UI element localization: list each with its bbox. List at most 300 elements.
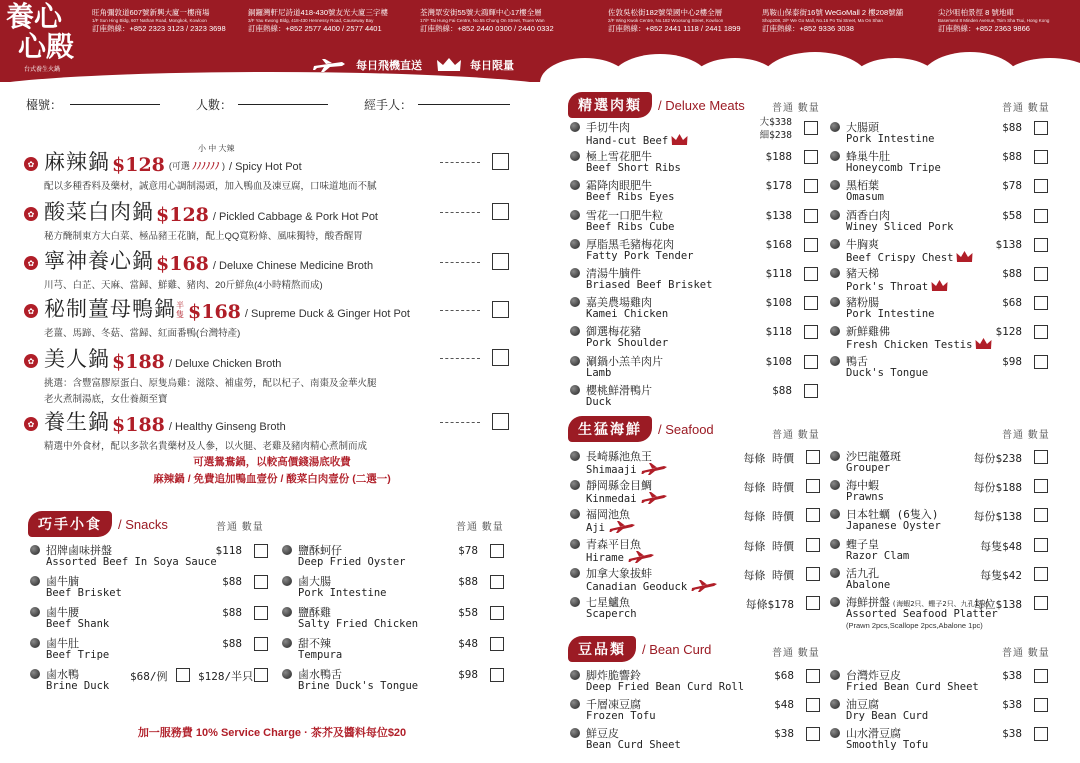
item-name-zh: 鹽酥蚵仔	[298, 544, 342, 557]
item-name-en: Canadian Geoduck	[586, 579, 717, 593]
item-name-en: Beef Brisket	[46, 587, 122, 599]
item-name-zh: 海中蝦	[846, 479, 879, 493]
bullet-icon	[830, 699, 840, 709]
item-checkbox[interactable]	[1034, 508, 1048, 522]
beancurd-item	[570, 667, 820, 695]
item-price: 每份$138	[973, 510, 1022, 524]
snacks-item	[282, 573, 504, 601]
item-name-en: Deep Fried Bean Curd Roll	[586, 681, 745, 693]
hotpot-checkbox[interactable]	[492, 203, 509, 220]
hotpot-price: $168	[188, 301, 241, 323]
item-name-zh: 台灣炸豆皮	[846, 669, 901, 682]
item-checkbox[interactable]	[1034, 698, 1048, 712]
item-name-zh: 沙巴龍躉斑	[846, 450, 901, 463]
item-price: $118	[765, 325, 792, 339]
item-name-en: Beef Shank	[46, 618, 110, 630]
item-checkbox[interactable]	[254, 575, 268, 589]
bullet-icon	[830, 356, 840, 366]
meats-item	[570, 148, 818, 176]
item-checkbox[interactable]	[1034, 450, 1048, 464]
item-price: $88	[222, 637, 242, 650]
item-checkbox[interactable]	[1034, 669, 1048, 683]
bullet-icon	[830, 728, 840, 738]
item-price: 大$338	[759, 117, 792, 128]
hotpot-checkbox[interactable]	[492, 153, 509, 170]
qty-header: 普通 數量	[1002, 430, 1050, 441]
item-name-zh: 甜不辣	[298, 637, 331, 650]
item-checkbox[interactable]	[804, 238, 818, 252]
item-name-en: Beef Short Ribs	[586, 162, 681, 175]
qty-header: 普通 數量	[456, 522, 504, 533]
bullet-icon	[570, 509, 580, 519]
item-name-en: Kinmedai	[586, 491, 667, 505]
item-name-zh: 霜降肉眼肥牛	[586, 179, 652, 193]
meats-item	[570, 207, 818, 235]
item-price: $138	[765, 208, 792, 222]
hotpot-checkbox[interactable]	[492, 253, 509, 270]
snacks-item	[282, 604, 504, 632]
item-price: $88	[222, 606, 242, 619]
seafood-item	[830, 448, 1048, 476]
people-count-input[interactable]	[238, 104, 328, 105]
item-name-en: Fresh Chicken Testis	[846, 337, 992, 351]
item-price: 每條 時價	[743, 452, 794, 465]
item-checkbox[interactable]	[804, 384, 818, 398]
item-checkbox[interactable]	[1034, 325, 1048, 339]
bullet-icon	[830, 670, 840, 680]
item-checkbox[interactable]	[1034, 121, 1048, 135]
hotpot-checkbox[interactable]	[492, 349, 509, 366]
item-checkbox[interactable]	[806, 450, 820, 464]
item-price: $118	[215, 544, 242, 557]
item-checkbox[interactable]	[804, 150, 818, 164]
snacks-item	[30, 542, 268, 570]
item-price: $128	[995, 325, 1022, 339]
item-checkbox[interactable]	[490, 606, 504, 620]
seafood-item	[830, 594, 1048, 630]
item-price: 每條 時價	[743, 481, 794, 495]
hotpot-chinese-medicine	[24, 245, 520, 291]
item-checkbox[interactable]	[1034, 355, 1048, 369]
item-name-en: Pork Intestine	[298, 587, 387, 599]
seafood-item	[570, 477, 820, 505]
item-name-zh: 蜂巢牛肚	[846, 150, 890, 164]
bullet-icon	[570, 568, 580, 578]
banner-daily-limited: 每日限量	[470, 60, 514, 72]
hotpot-pickled-cabbage	[24, 196, 520, 242]
hotpot-chicken-broth	[24, 343, 520, 405]
bullet-icon	[830, 451, 840, 461]
item-price: 每份$238	[973, 452, 1022, 465]
item-checkbox[interactable]	[806, 479, 820, 493]
item-checkbox[interactable]	[490, 637, 504, 651]
section-title-en: / Deluxe Meats	[658, 98, 745, 113]
item-name-zh: 雪花一口肥牛粒	[586, 208, 663, 222]
item-price: 每隻$48	[980, 539, 1022, 553]
item-checkbox[interactable]	[490, 668, 504, 682]
item-name-en: Fatty Pork Tender	[586, 249, 694, 262]
item-checkbox[interactable]	[1034, 179, 1048, 193]
bullet-icon	[830, 597, 840, 607]
item-name-zh: 鹵水鴨	[46, 668, 79, 681]
people-count-label: 人數：	[196, 98, 233, 112]
item-checkbox[interactable]	[1034, 479, 1048, 493]
header-banner	[0, 0, 1080, 82]
bullet-icon	[570, 122, 580, 132]
item-name-en: Assorted Beef In Soya Sauce	[46, 556, 217, 568]
item-checkbox[interactable]	[1034, 727, 1048, 741]
item-name-en: Lamb	[586, 366, 612, 379]
meats-item	[830, 265, 1048, 293]
item-checkbox[interactable]	[804, 121, 818, 135]
item-name-en: Duck	[586, 395, 612, 408]
hotpot-description: 配以多種香料及藥材，誠意用心調制湯頭，加入鴨血及凍豆腐，口味道地而不膩	[44, 181, 377, 192]
snacks-item	[282, 635, 504, 663]
bullet-icon	[830, 539, 840, 549]
meats-item	[570, 119, 818, 147]
bullet-icon	[570, 210, 580, 220]
item-name-zh: 千層凍豆腐	[586, 698, 641, 711]
item-checkbox[interactable]	[1034, 267, 1048, 281]
hotpot-spicy	[24, 146, 520, 192]
bullet-icon	[30, 576, 40, 586]
item-name-zh: 日本牡蠣 (6隻入)	[846, 508, 939, 522]
item-checkbox[interactable]	[806, 698, 820, 712]
hotpot-name: 秘制薑母鴨鍋	[44, 297, 176, 321]
bullet-icon	[830, 568, 840, 578]
item-price: $188	[765, 150, 792, 164]
beancurd-item	[830, 667, 1048, 695]
snacks-item	[30, 635, 268, 663]
bullet-icon	[282, 545, 292, 555]
hotpot-price: $128	[112, 154, 165, 176]
beancurd-item	[570, 696, 820, 724]
item-price: $88	[1002, 150, 1022, 164]
hotpot-name: 寧神養心鍋	[44, 249, 154, 273]
item-price: $38	[1002, 669, 1022, 682]
half-duck-label: 半隻	[176, 301, 184, 319]
hotpot-checkbox[interactable]	[492, 301, 509, 318]
item-checkbox[interactable]	[176, 668, 190, 682]
item-name-zh: 嘉美農場雞肉	[586, 296, 652, 310]
snacks-item	[282, 542, 504, 570]
item-checkbox[interactable]	[804, 355, 818, 369]
item-name-zh: 新鮮雞佛	[846, 325, 890, 339]
hotpot-name: 美人鍋	[44, 347, 110, 371]
seafood-item	[830, 506, 1048, 534]
item-checkbox[interactable]	[806, 567, 820, 581]
hotpot-description: 秘方醃制東方大白菜、極品豬王花腩，配上QQ寬粉條、風味獨特，酸香醒胃	[44, 231, 363, 242]
bullet-icon	[570, 597, 580, 607]
item-checkbox[interactable]	[806, 508, 820, 522]
item-price: 每條$178	[745, 598, 794, 611]
item-note-en: (Prawn 2pcs,Scallope 2pcs,Abalone 1pc)	[846, 621, 983, 630]
logo-subtitle: 台式養生火鍋	[24, 67, 61, 73]
item-checkbox[interactable]	[1034, 238, 1048, 252]
banner-daily-flight: 每日飛機直送	[356, 60, 422, 72]
hotpot-price: $168	[156, 253, 209, 275]
item-price: $88	[1002, 267, 1022, 280]
hotpot-name: 麻辣鍋	[44, 150, 110, 174]
item-name-zh: 鴨舌	[846, 354, 868, 368]
staff-input[interactable]	[418, 104, 510, 105]
item-name-en: Pork Intestine	[846, 133, 935, 145]
seafood-item	[570, 536, 820, 564]
item-name-en: Dry Bean Curd	[846, 710, 929, 722]
bullet-icon	[830, 480, 840, 490]
item-name-zh: 油豆腐	[846, 698, 879, 711]
item-name-zh: 御選梅花豬	[586, 325, 641, 339]
item-name-en: Aji	[586, 520, 635, 534]
hotpot-description: 挑選：含豐富膠原蛋白、原隻烏雞：滋陰、補虛勞，配以杞子、南棗及金華火腿	[44, 378, 377, 389]
item-name-en: Brine Duck	[46, 680, 110, 692]
item-checkbox[interactable]	[1034, 296, 1048, 310]
airplane-icon	[628, 550, 654, 563]
snacks-item	[30, 604, 268, 632]
airplane-icon	[641, 491, 667, 504]
meats-item	[830, 207, 1048, 235]
crown-icon	[931, 279, 948, 292]
item-checkbox[interactable]	[806, 538, 820, 552]
item-price: $78	[458, 544, 478, 557]
item-price: $138	[995, 237, 1022, 251]
table-number-input[interactable]	[70, 104, 160, 105]
item-checkbox[interactable]	[804, 179, 818, 193]
item-checkbox[interactable]	[490, 575, 504, 589]
item-name-zh: 山水滑豆腐	[846, 727, 901, 740]
bullet-icon	[830, 297, 840, 307]
bullet-icon	[830, 122, 840, 132]
seafood-item	[830, 565, 1048, 593]
meats-item	[830, 353, 1048, 381]
divider	[440, 262, 480, 263]
item-name-en: Assorted Seafood Platter	[846, 608, 998, 620]
item-price: $108	[765, 296, 792, 310]
bullet-icon	[570, 385, 580, 395]
item-checkbox[interactable]	[806, 669, 820, 683]
meats-item	[830, 236, 1048, 264]
staff-label: 經手人：	[364, 98, 413, 112]
item-name-zh: 加拿大象拔蚌	[586, 566, 652, 580]
location-ma-on-shan: 馬鞍山保泰街16號 WeGoMall 2 樓208號舖 Shop208, 2/F We Go Mall, No.16 Po Tai Street, Ma On Shan 訂座熱線：+852 9336 3038	[762, 8, 904, 33]
bullet-icon	[830, 180, 840, 190]
bullet-icon	[570, 268, 580, 278]
item-name-en: Hand-cut Beef	[586, 133, 688, 147]
bullet-icon	[830, 509, 840, 519]
hotpot-english: / Spicy Hot Pot	[228, 161, 302, 173]
hotpot-duck-ginger	[24, 293, 520, 339]
flower-icon: ✿	[24, 207, 38, 221]
item-name-en: Pork Shoulder	[586, 337, 669, 350]
bullet-icon	[830, 268, 840, 278]
item-name-en: Brine Duck's Tongue	[298, 680, 419, 692]
airplane-icon	[641, 462, 667, 475]
bullet-icon	[570, 239, 580, 249]
item-name-en: Prawns	[846, 491, 884, 504]
item-checkbox[interactable]	[1034, 209, 1048, 223]
bullet-icon	[282, 607, 292, 617]
meats-item	[830, 119, 1048, 147]
item-checkbox[interactable]	[806, 727, 820, 741]
qty-header: 普通 數量	[1002, 103, 1050, 114]
hotpot-description: 精選中外食材，配以多款名貴藥材及人參，以火腿、老雞及豬肉精心煮制而成	[44, 441, 368, 452]
item-name-zh: 黑栢葉	[846, 179, 879, 193]
item-price: $38	[1002, 698, 1022, 711]
item-checkbox[interactable]	[1034, 567, 1048, 581]
divider	[440, 162, 480, 163]
item-name-en: Bean Curd Sheet	[586, 739, 681, 751]
item-price-2: 細$238	[759, 130, 792, 141]
meats-item	[570, 265, 818, 293]
item-price: $88	[1002, 121, 1022, 134]
item-name-zh: 青森平目魚	[586, 537, 641, 551]
bullet-icon	[30, 638, 40, 648]
snacks-item	[30, 573, 268, 601]
item-price: $98	[458, 668, 478, 681]
section-snacks	[28, 512, 168, 536]
item-name-zh: 鹵大腸	[298, 575, 331, 588]
crown-icon	[975, 337, 992, 350]
item-name-en: Razor Clam	[846, 549, 910, 562]
item-price: 每條 時價	[743, 568, 794, 582]
hotpot-price: $188	[112, 351, 165, 373]
item-name-en: Beef Ribs Cube	[586, 220, 675, 233]
item-name-en: Duck's Tongue	[846, 366, 929, 379]
item-name-en: Shimaaji	[586, 462, 667, 476]
bullet-icon	[570, 151, 580, 161]
hotpot-description: 川芎、白芷、天麻、當歸、鮮雞、豬肉、20斤鮮魚(4小時精熬而成)	[44, 280, 323, 291]
item-name-zh: 招牌鹵味拼盤	[46, 544, 112, 557]
item-price: $118	[765, 267, 792, 280]
seafood-item	[570, 506, 820, 534]
section-beancurd	[568, 637, 711, 661]
item-price: $58	[458, 606, 478, 619]
bullet-icon	[570, 356, 580, 366]
item-name-en: Pork's Throat	[846, 279, 948, 293]
snacks-item	[282, 666, 504, 694]
item-name-zh: 牛胸爽	[846, 237, 879, 251]
location-tsuen-wan: 荃灣眾安街55號大鴻輝中心17樓全層 17/F Tai Hung Fai Centre, No.55 Chung On Street, Tsuen Wan 訂座熱線：+852 2440 0300 / 2440 0332	[420, 8, 554, 33]
item-name-en: Japanese Oyster	[846, 520, 941, 533]
hotpot-english: / Deluxe Chicken Broth	[168, 358, 282, 370]
item-checkbox[interactable]	[254, 637, 268, 651]
location-jordan: 佐敦吳松街182號榮國中心2樓全層 2/F Wing Kwok Centre, No.182 Woosung Street, Kowloon 訂座熱線：+852 2441 1118 / 2441 1899	[608, 8, 741, 33]
item-checkbox[interactable]	[490, 544, 504, 558]
item-checkbox[interactable]	[254, 668, 268, 682]
item-name-en: Beef Tripe	[46, 649, 110, 661]
item-name-zh: 福岡池魚	[586, 508, 630, 522]
item-price: $68/例	[130, 670, 168, 683]
item-name-zh: 鹵水鴨舌	[298, 668, 342, 681]
item-checkbox[interactable]	[254, 544, 268, 558]
item-price: $38	[1002, 727, 1022, 740]
seafood-item	[830, 477, 1048, 505]
item-name-en: Grouper	[846, 462, 891, 474]
bullet-icon	[30, 669, 40, 679]
item-price: $38	[774, 727, 794, 740]
hotpot-english: / Deluxe Chinese Medicine Broth	[212, 260, 374, 272]
location-mongkok: 旺角彌敦道607號新興大廈一樓商場 1/F Sun Hing Bldg, 607 Nathan Road, Mongkok, Kowloon 訂座熱線：+852 2323 3123 / 2323 3698	[92, 8, 226, 33]
item-checkbox[interactable]	[804, 209, 818, 223]
item-name-zh: 長崎縣池魚王	[586, 450, 652, 463]
spice-level-labels: 小 中 大辣	[198, 144, 235, 153]
item-checkbox[interactable]	[804, 267, 818, 281]
bullet-icon	[570, 539, 580, 549]
item-price: $88	[222, 575, 242, 588]
flower-icon: ✿	[24, 256, 38, 270]
logo-line-1: 養心	[6, 0, 63, 33]
item-name-en: Abalone	[846, 578, 891, 591]
crown-icon	[436, 57, 462, 73]
item-name-zh: 豬粉腸	[846, 296, 879, 310]
item-checkbox[interactable]	[1034, 150, 1048, 164]
section-title-en: / Seafood	[658, 422, 714, 437]
beancurd-item	[830, 696, 1048, 724]
meats-item	[830, 294, 1048, 322]
qty-header: 普通 數量	[772, 103, 820, 114]
item-checkbox[interactable]	[806, 596, 820, 610]
item-checkbox[interactable]	[1034, 596, 1048, 610]
item-name-zh: 鹵牛肚	[46, 637, 79, 650]
item-checkbox[interactable]	[1034, 538, 1048, 552]
hotpot-name: 酸菜白肉鍋	[44, 200, 154, 224]
item-price: 每隻$42	[980, 568, 1022, 582]
item-name-en: Salty Fried Chicken	[298, 618, 419, 630]
item-price: 每條 時價	[743, 510, 794, 524]
item-checkbox[interactable]	[254, 606, 268, 620]
item-name-en: Winey Sliced Pork	[846, 220, 954, 233]
item-name-en: Pork Intestine	[846, 308, 935, 321]
item-price: $78	[1002, 179, 1022, 193]
hotpot-description: 老薑、馬蹄、冬菇、當歸、紅面番鴨(台灣特產)	[44, 328, 241, 339]
daily-banner	[312, 54, 514, 76]
item-checkbox[interactable]	[804, 296, 818, 310]
item-checkbox[interactable]	[804, 325, 818, 339]
crown-icon	[956, 250, 973, 263]
item-name-en: Scaperch	[586, 608, 637, 620]
bullet-icon	[570, 699, 580, 709]
item-price: $88	[458, 575, 478, 588]
meats-item	[570, 236, 818, 264]
meats-item	[830, 323, 1048, 351]
item-name-zh: 鮮豆皮	[586, 727, 619, 740]
item-name-zh: 靜岡縣金目鯛	[586, 479, 652, 493]
item-name-en: Deep Fried Oyster	[298, 556, 406, 568]
item-name-zh: 鹽酥雞	[298, 606, 331, 619]
item-name-en: Fried Bean Curd Sheet	[846, 681, 979, 693]
item-name-zh: 櫻桃鮮滑鴨片	[586, 383, 652, 397]
section-title-en: / Snacks	[118, 517, 168, 532]
item-price: $168	[765, 237, 792, 251]
combo-promo: 可選鴛鴦鍋，以較高價錢湯底收費 麻辣鍋 / 免費追加鴨血壹份 / 酸菜白肉壹份 (二選一)	[153, 456, 391, 485]
beancurd-item	[570, 725, 820, 753]
bullet-icon	[570, 670, 580, 680]
item-name-zh: 大腸頭	[846, 121, 879, 134]
flower-icon: ✿	[24, 304, 38, 318]
bullet-icon	[30, 607, 40, 617]
hotpot-checkbox[interactable]	[492, 413, 509, 430]
airplane-icon	[609, 520, 635, 533]
item-name-en: Frozen Tofu	[586, 710, 656, 722]
item-name-en: Honeycomb Tripe	[846, 162, 941, 175]
snacks-item	[30, 666, 268, 694]
item-price: $98	[1002, 354, 1022, 368]
divider	[440, 422, 480, 423]
bullet-icon	[30, 545, 40, 555]
section-title-en: / Bean Curd	[642, 642, 711, 657]
section-title-zh: 豆品類	[568, 636, 636, 662]
bullet-icon	[830, 326, 840, 336]
